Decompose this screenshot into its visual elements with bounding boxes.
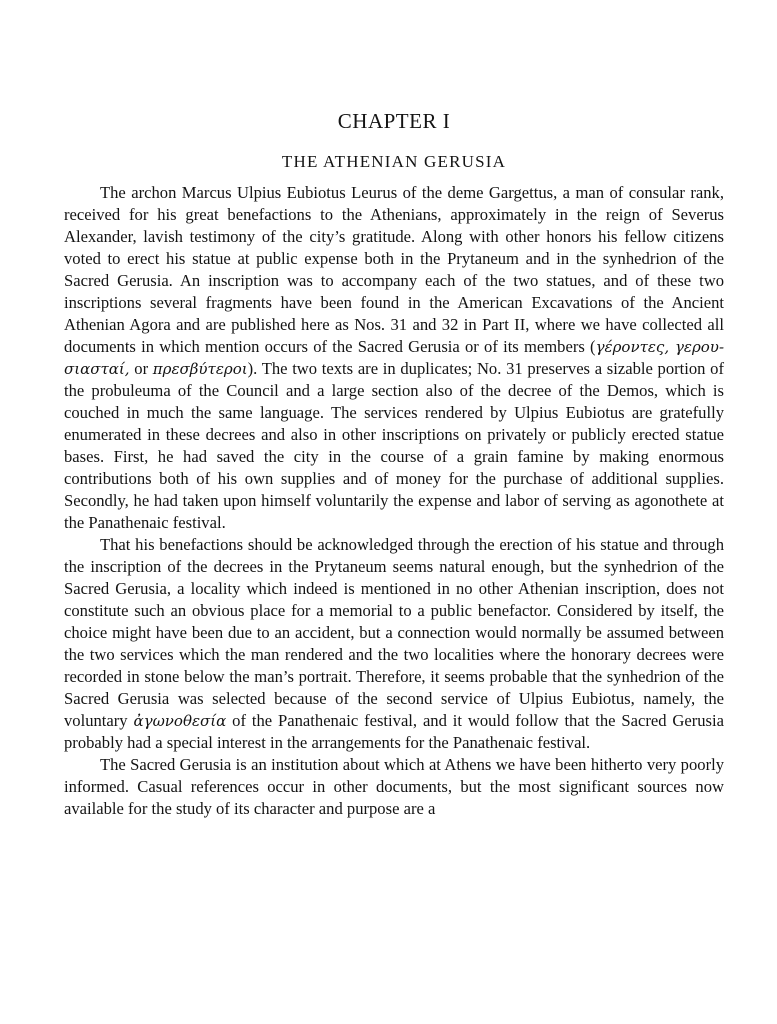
paragraph-3 (64, 754, 724, 820)
paragraph-1-text-a: The archon Marcus Ulpius Eubiotus Leurus of the deme Gargettus, a man of consular rank, received for his great benefactions to the Athenians, approximately in the reign of Severus Alexander, lavish testimony of the city’s gratitude. Along with other honors his fellow citizens voted to erect his statue at public expense both in the Prytaneum and in the synhedrion of the Sacred Gerusia. An inscription was to accompany each of the two statues, and of these two inscriptions several fragments have been found in the American Excavations of the Ancient Athenian Agora and are published here as Nos. 31 and 32 in Part II, where we have collected all documents in which mention occurs of the Sacred Gerusia or of its members ( (64, 183, 724, 356)
greek-term-presbyteroi: πρεσβύτεροι (152, 360, 248, 378)
paragraph-3-text-a: The Sacred Gerusia is an institution about which at Athens we have been hitherto very poorly informed. Casual references occur in other documents, but the most significant sources now available for the study of its character and purpose are a (64, 755, 724, 818)
paragraph-2-text-a: That his benefactions should be acknowledged through the erection of his statue and through the inscription of the decrees in the Prytaneum seems natural enough, but the synhedrion of the Sacred Gerusia, a locality which indeed is mentioned in no other Athenian inscription, does not constitute such an obvious place for a memorial to a public benefactor. Considered by itself, the choice might have been due to an accident, but a connection would normally be assumed between the two services which the man rendered and the two localities where the honorary decrees were recorded in stone below the man’s portrait. Therefore, it seems probable that the synhedrion of the Sacred Gerusia was selected because of the second service of Ulpius Eubiotus, namely, the voluntary (64, 535, 724, 730)
paragraph-2-text-b: of the Panathenaic festival, and it would follow that the Sacred Gerusia probably had a special interest in the arrangements for the Panathenaic festival. (64, 711, 724, 752)
paragraph-2 (64, 534, 724, 754)
paragraph-1-text-c: ). The two texts are in duplicates; No. 31 preserves a sizable portion of the probuleuma of the Council and a large section also of the decree of the Demos, which is couched in much the same language. The services rendered by Ulpius Eubiotus are gratefully enumerated in these decrees and also in other inscriptions on privately or publicly erected statue bases. First, he had saved the city in the course of a grain famine by making enormous contributions both of his own supplies and of money for the purchase of additional supplies. Secondly, he had taken upon himself voluntarily the expense and labor of serving as agonothete at the Panathenaic festival. (64, 359, 724, 532)
chapter-title: CHAPTER I (337, 109, 451, 133)
section-title: THE ATHENIAN GERUSIA (281, 152, 507, 171)
paragraph-1 (64, 182, 724, 534)
greek-term-agonothesia: ἀγωνοθεσία (133, 712, 227, 730)
greek-term-gerontes: γέροντες, γερουσιασταί, (64, 338, 725, 378)
page (64, 108, 724, 820)
paragraph-1-text-b: or (129, 359, 153, 378)
